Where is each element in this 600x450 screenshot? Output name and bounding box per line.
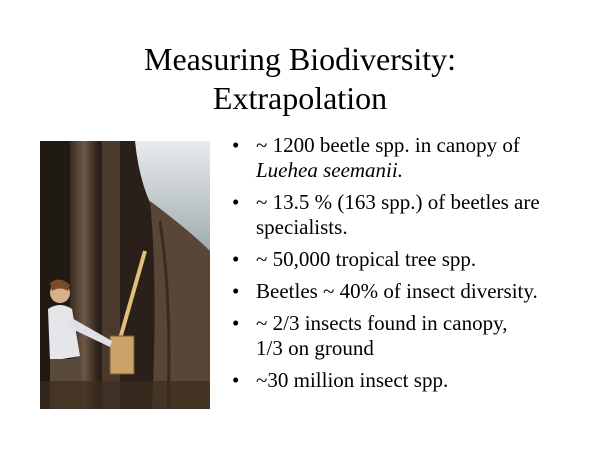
list-item	[232, 247, 592, 272]
bullet-text-continued: specialists.	[256, 215, 348, 239]
bullet-text: ~ 50,000 tropical tree spp.	[256, 247, 477, 271]
bullet-icon: •	[232, 133, 240, 157]
list-item	[232, 190, 592, 240]
bullet-icon: •	[232, 190, 240, 214]
title-line-1: Measuring Biodiversity:	[144, 41, 456, 77]
bullet-list	[232, 133, 592, 400]
bullet-icon: •	[232, 279, 240, 303]
bullet-icon: •	[232, 247, 240, 271]
bullet-text-continued: 1/3 on ground	[256, 336, 374, 360]
bullet-text: ~ 1200 beetle spp. in canopy of	[256, 133, 520, 157]
list-item	[232, 279, 592, 304]
bullet-text: Beetles ~ 40% of insect diversity.	[256, 279, 538, 303]
bullet-icon: •	[232, 368, 240, 392]
list-item	[232, 368, 592, 393]
bullet-text: ~ 13.5 % (163 spp.) of beetles are	[256, 190, 540, 214]
list-item	[232, 311, 592, 361]
bullet-text: ~30 million insect spp.	[256, 368, 449, 392]
slide-title	[0, 40, 600, 118]
list-item	[232, 133, 592, 183]
bullet-text: ~ 2/3 insects found in canopy,	[256, 311, 508, 335]
canopy-fogging-photo	[40, 141, 210, 409]
photo-illustration	[40, 141, 210, 409]
title-line-2: Extrapolation	[212, 80, 388, 116]
bullet-text-species: Luehea seemanii.	[256, 158, 403, 182]
bullet-icon: •	[232, 311, 240, 335]
